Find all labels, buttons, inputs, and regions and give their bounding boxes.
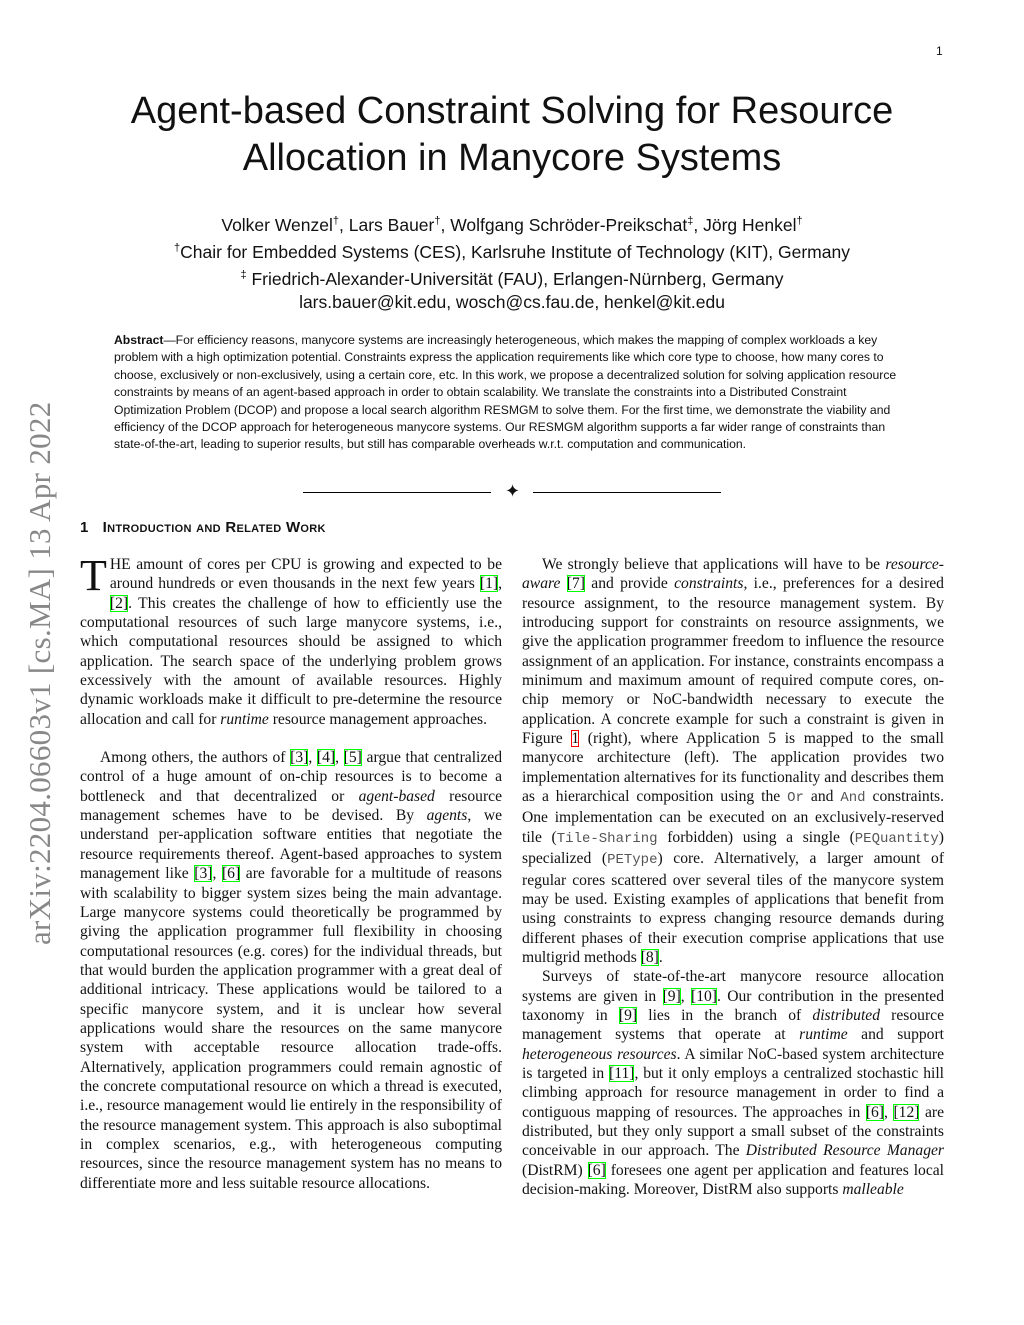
citation-link[interactable]: [3]	[290, 749, 309, 767]
affiliation-1	[60, 237, 964, 264]
text-run: ,	[680, 987, 692, 1005]
abstract	[114, 332, 908, 454]
section-separator	[303, 481, 723, 501]
diamond-icon: ✦	[505, 481, 521, 501]
affil-mark: †	[796, 215, 803, 227]
text-run: and support	[847, 1026, 944, 1044]
emphasis-text: agents	[426, 807, 468, 825]
text-run: resource management systems that operate at	[522, 1006, 944, 1044]
citation-link[interactable]: [2]	[109, 594, 129, 612]
paragraph	[522, 555, 944, 967]
right-column	[522, 555, 944, 1199]
page-number: 1	[936, 44, 943, 58]
title-line: Allocation in Manycore Systems	[242, 137, 782, 179]
text-run: forbidden) using a single (	[657, 828, 855, 846]
emphasis-text: Distributed Resource Manager	[745, 1142, 944, 1160]
affiliation-text: Friedrich-Alexander-Universität (FAU), Erlangen-Nürnberg, Germany	[246, 268, 784, 289]
code-term: Or	[787, 790, 804, 807]
text-run: ) specialized (	[522, 828, 944, 868]
code-term: PEType	[607, 852, 658, 869]
citation-link[interactable]: [5]	[343, 749, 362, 767]
text-run: resource management schemes have to be devised. By	[80, 787, 502, 825]
text-run: ,	[308, 749, 317, 767]
author-emails: lars.bauer@kit.edu, wosch@cs.fau.de, henkel@kit.edu	[299, 292, 725, 313]
abstract-text: —For efficiency reasons, manycore systems are increasingly heterogeneous, which makes the mapping of complex workloads a key problem with a high optimization potential. Constraints express the application requirements like which core type to choose, how many cores to choose, exclusively or non-exclusively, using a certain core, etc. In this work, we propose a decentralized solution for solving application resource constraints by means of an agent-based approach in order to obtain scalability. We translate the constraints into a Distributed Constraint Optimization Problem (DCOP) and propose a local search algorithm RESMGM to solve them. For the first time, we demonstrate the viability and efficiency of the DCOP approach for heterogeneous manycore systems. Our RESMGM algorithm supports a far wider range of constraints than state-of-the-art, leading to superior results, but still has comparable overheads w.r.t. computation and communication.	[114, 333, 897, 452]
citation-link[interactable]: [6]	[587, 1161, 606, 1179]
text-run: resource management approaches.	[268, 710, 488, 728]
emphasis-text: distributed	[812, 1006, 880, 1024]
paper-title	[60, 88, 964, 182]
paragraph	[522, 967, 944, 1199]
affiliation-text: Chair for Embedded Systems (CES), Karlsruhe Institute of Technology (KIT), Germany	[180, 241, 850, 262]
separator-line	[303, 492, 491, 493]
text-run: Among others, the authors of	[100, 749, 291, 767]
title-line: Agent-based Constraint Solving for Resource	[130, 90, 894, 132]
text-run: , i.e., preferences for a desired resource assignment, to the resource management system. By introducing support for constraints on resource assignments, we give the application programmer freedom to influence the resource assignment of an application. For instance, constraints encompass a minimum and maximum amount of required compute cores, on-chip memory or NoC-bandwidth necessary to execute the application. A concrete example for such a constraint is given in Figure	[522, 575, 944, 748]
citation-link[interactable]: [12]	[893, 1103, 920, 1121]
citation-link[interactable]: [4]	[316, 749, 336, 767]
left-column	[80, 551, 502, 1193]
citation-link[interactable]: [1]	[479, 575, 499, 593]
text-run: are favorable for a multitude of reasons with scalability to bigger system sizes being the main advantage. Large manycore systems could theoretically be programmed by giving the application programmer full flexibility in choosing computational resources (e.g. cores) for the individual threads, but that would burden the application programmer with a great deal of additional intricacy. These applications would be tailored to a specific manycore system, and it is unclear how several applications would share the resources on the same manycore system with acceptable resource allocation trade-offs. Alternatively, application programmers could remain agnostic of the concrete computational resource on which a thread is executed, i.e., resource management would lie entirely in the responsibility of the resource management system. This approach is also suboptimal in complex scenarios, e.g., with heterogeneous computing resources, since the resource management system has no means to differentiate more and less suitable resource allocations.	[80, 865, 502, 1192]
text-run: (right), where Application 5 is mapped to the small manycore architecture (left). The application provides two implementation alternatives for its functionality and describes them as a hierarchical composition using the	[522, 730, 944, 806]
text-run: . This creates the challenge of how to efficiently use the computational resources of such large manycore systems, i.e., which computational resources should be assigned to which application. The search space of the underlying problem grows excessively with the amount of available resources. Highly dynamic workloads make it difficult to pre-determine the resource allocation and call for	[80, 594, 502, 728]
text-run: . Our contribution in the presented taxonomy in	[522, 987, 945, 1024]
citation-link[interactable]: [6]	[221, 865, 241, 883]
affil-mark: †	[434, 215, 441, 227]
affiliation-2	[60, 264, 964, 291]
figure-link[interactable]: 1	[571, 730, 580, 748]
section-heading	[80, 519, 326, 536]
author: Volker Wenzel	[221, 214, 333, 235]
emphasis-text: runtime	[799, 1026, 848, 1044]
author: Jörg Henkel	[703, 214, 797, 235]
text-run: ,	[212, 865, 222, 883]
text-run: .	[658, 948, 663, 966]
text-run: . A similar NoC-based system architecture is targeted in	[522, 1045, 944, 1082]
code-term: And	[840, 790, 866, 807]
text-run: , but it only employs a centralized stochastic hill climbing approach for resource management in order to find a contiguous mapping of resources. The approaches in	[522, 1064, 944, 1121]
text-run: ,	[498, 575, 502, 593]
citation-link[interactable]: [6]	[865, 1103, 884, 1121]
arxiv-identifier: arXiv:2204.06603v1 [cs.MA] 13 Apr 2022	[22, 401, 57, 945]
text-run: amount of cores per CPU is growing and expected to be around hundreds or even thousands in the next few years	[109, 556, 502, 593]
text-run: constraints. One implementation can be executed on an exclusively-reserved tile (	[522, 788, 945, 846]
citation-link[interactable]: [8]	[640, 948, 659, 966]
text-run: and	[803, 788, 841, 806]
author-block	[60, 210, 964, 314]
section-title: Introduction and Related Work	[102, 519, 326, 536]
text-run: We strongly believe that applications will have to be	[542, 556, 886, 573]
small-caps-text: HE	[109, 556, 131, 573]
text-run	[560, 575, 566, 592]
citation-link[interactable]: [10]	[691, 987, 717, 1005]
paragraph	[80, 551, 502, 729]
author-names: Volker Wenzel†, Lars Bauer†, Wolfgang Schröder-Preikschat‡, Jörg Henkel†	[221, 214, 803, 235]
separator-line	[533, 492, 721, 493]
emphasis-text: agent-based	[358, 787, 435, 805]
text-run: and provide	[584, 575, 675, 593]
citation-link[interactable]: [3]	[194, 865, 213, 883]
affil-mark: †	[332, 215, 340, 227]
emphasis-text: constraints	[674, 575, 744, 593]
affil-mark: ‡	[687, 215, 694, 227]
abstract-label: Abstract	[114, 333, 164, 347]
emphasis-text: runtime	[220, 710, 269, 728]
affil-mark: †	[174, 242, 181, 255]
text-run: Surveys of state-of-the-art manycore resource allocation systems are given in	[522, 968, 944, 1005]
emphasis-text: heterogeneous resources	[522, 1045, 677, 1063]
text-run: are distributed, but they only support a small subset of the constraints conceivable in our approach. The	[522, 1103, 945, 1160]
author: Wolfgang Schröder-Preikschat	[450, 214, 688, 235]
citation-link[interactable]: [7]	[566, 575, 585, 593]
text-run: lies in the branch of	[637, 1006, 813, 1024]
citation-link[interactable]: [9]	[618, 1006, 638, 1024]
drop-cap: T	[80, 551, 107, 600]
citation-link[interactable]: [11]	[609, 1064, 635, 1082]
affil-mark: ‡	[240, 269, 247, 282]
text-run: ,	[335, 749, 344, 767]
author: Lars Bauer	[348, 214, 435, 235]
code-term: PEQuantity	[854, 830, 939, 847]
text-run: ,	[884, 1103, 894, 1121]
emphasis-text: resource-aware	[522, 556, 944, 593]
text-run: ) core. Alternatively, a larger amount of regular cores scattered over several tiles of the manycore system may be used. Existing examples of applications that benefit from using constraints to express changing resource demands during different phases of their execution comprise applications that use multigrid methods	[522, 850, 945, 966]
text-run: foresees one agent per application and features local decision-making. Moreover, DistRM also supports	[522, 1161, 944, 1198]
text-run: , we understand per-application software entities that negotiate the resource requirements thereof. Agent-based approaches to system management like	[80, 807, 502, 883]
citation-link[interactable]: [9]	[662, 987, 681, 1005]
text-run: (DistRM)	[522, 1161, 588, 1179]
section-number: 1	[80, 519, 89, 536]
paragraph	[80, 748, 502, 1193]
text-run: argue that centralized control of a huge amount of on-chip resources is to become a bottleneck and that decentralized or	[80, 749, 502, 805]
code-term: Tile-Sharing	[556, 830, 658, 847]
emphasis-text: malleable	[842, 1181, 904, 1198]
